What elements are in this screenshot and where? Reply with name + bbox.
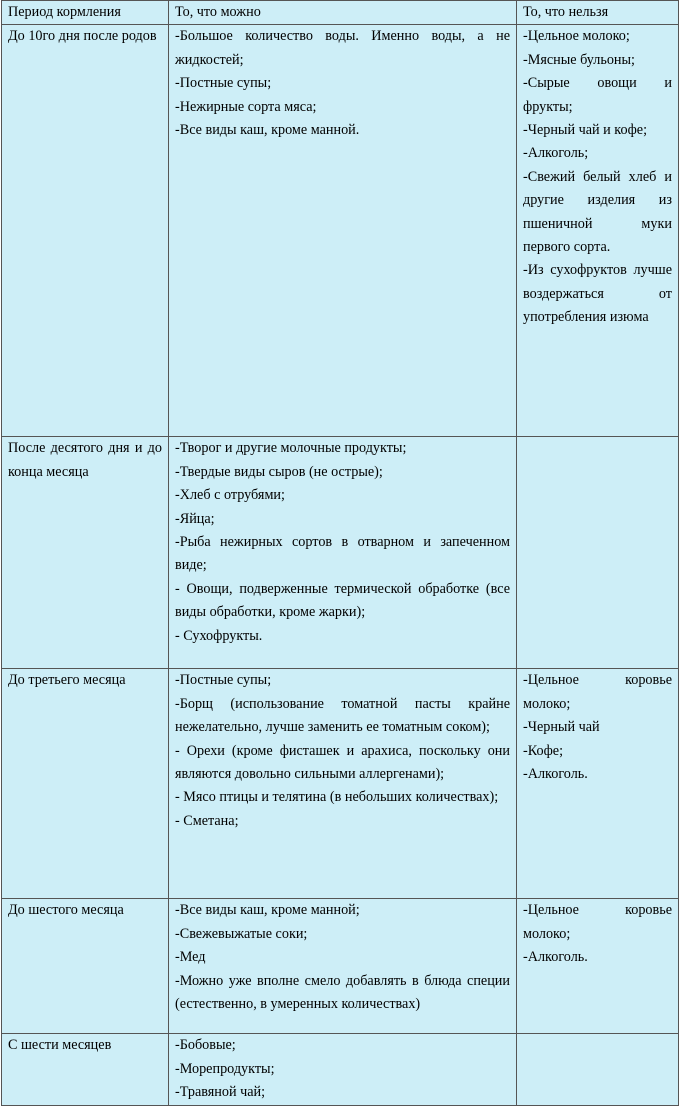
allowed-item: -Нежирные сорта мяса;	[175, 98, 317, 115]
header-row	[2, 1, 679, 25]
table-row	[2, 899, 679, 1034]
table-header	[2, 1, 679, 25]
forbidden-item: -Цельное коровье молоко;	[523, 902, 672, 942]
forbidden-item: -Мясные бульоны;	[523, 51, 635, 68]
allowed-cell	[169, 899, 517, 1034]
forbidden-cell	[517, 25, 679, 437]
header-period: Период кормления	[2, 1, 169, 25]
allowed-item: -Рыба нежирных сортов в отварном и запеченном виде;	[175, 534, 510, 574]
allowed-item: -Большое количество воды. Именно воды, а не жидкостей;	[175, 28, 510, 68]
period-cell: До шестого месяца	[2, 899, 169, 1034]
allowed-item: -Твердые виды сыров (не острые);	[175, 463, 383, 480]
table-row	[2, 437, 679, 669]
header-allowed: То, что можно	[169, 1, 517, 25]
allowed-item: - Орехи (кроме фисташек и арахиса, поскольку они являются довольно сильными аллергенами);	[175, 742, 510, 783]
header-forbidden: То, что нельзя	[517, 1, 679, 25]
forbidden-item: -Кофе;	[523, 742, 564, 759]
forbidden-cell	[517, 899, 679, 1034]
allowed-item: -Можно уже вполне смело добавлять в блюда специи (естественно, в умеренных количествах)	[175, 972, 510, 1013]
forbidden-item: -Черный чай	[523, 719, 600, 736]
allowed-cell	[169, 669, 517, 899]
period-cell: После десятого дня и до конца месяца	[2, 437, 169, 669]
allowed-item: - Мясо птицы и телятина (в небольших количествах);	[175, 789, 499, 806]
allowed-item: -Хлеб с отрубями;	[175, 487, 285, 504]
period-cell: До третьего месяца	[2, 669, 169, 899]
feeding-diet-table	[1, 0, 679, 1106]
allowed-item: - Овощи, подверженные термической обработке (все виды обработки, кроме жарки);	[175, 580, 510, 621]
forbidden-item: -Алкоголь.	[523, 766, 588, 783]
allowed-item: -Борщ (использование томатной пасты крайне нежелательно, лучше заменить ее томатным соком);	[175, 695, 510, 736]
allowed-item: -Постные супы;	[175, 75, 272, 92]
forbidden-item: -Алкоголь.	[523, 949, 588, 966]
allowed-item: -Постные супы;	[175, 672, 272, 689]
period-cell: До 10го дня после родов	[2, 25, 169, 437]
table-row	[2, 669, 679, 899]
forbidden-cell	[517, 437, 679, 669]
forbidden-item: -Алкоголь;	[523, 145, 589, 162]
forbidden-cell	[517, 669, 679, 899]
allowed-item: -Яйца;	[175, 510, 215, 527]
allowed-item: -Морепродукты;	[175, 1060, 275, 1077]
table-row	[2, 25, 679, 437]
allowed-item: -Бобовые;	[175, 1037, 236, 1054]
forbidden-item: -Свежий белый хлеб и другие изделия из пшеничной муки первого сорта.	[523, 168, 672, 256]
forbidden-item: -Цельное молоко;	[523, 28, 630, 45]
forbidden-item: -Цельное коровье молоко;	[523, 672, 672, 712]
forbidden-item: -Сырые овощи и фрукты;	[523, 75, 672, 115]
period-cell: С шести месяцев	[2, 1034, 169, 1105]
forbidden-item: -Из сухофруктов лучше воздержаться от употребления изюма	[523, 262, 672, 326]
allowed-item: -Свежевыжатые соки;	[175, 925, 308, 942]
allowed-cell	[169, 437, 517, 669]
allowed-item: - Сметана;	[175, 812, 239, 829]
table-body	[2, 25, 679, 1105]
allowed-item: -Все виды каш, кроме манной;	[175, 902, 360, 919]
allowed-cell	[169, 1034, 517, 1105]
allowed-item: -Мед	[175, 949, 206, 966]
allowed-cell	[169, 25, 517, 437]
allowed-item: -Все виды каш, кроме манной.	[175, 122, 360, 139]
allowed-item: -Творог и другие молочные продукты;	[175, 440, 407, 457]
forbidden-cell	[517, 1034, 679, 1105]
table-row	[2, 1034, 679, 1105]
allowed-item: -Травяной чай;	[175, 1084, 266, 1101]
allowed-item: - Сухофрукты.	[175, 627, 263, 644]
forbidden-item: -Черный чай и кофе;	[523, 122, 648, 139]
